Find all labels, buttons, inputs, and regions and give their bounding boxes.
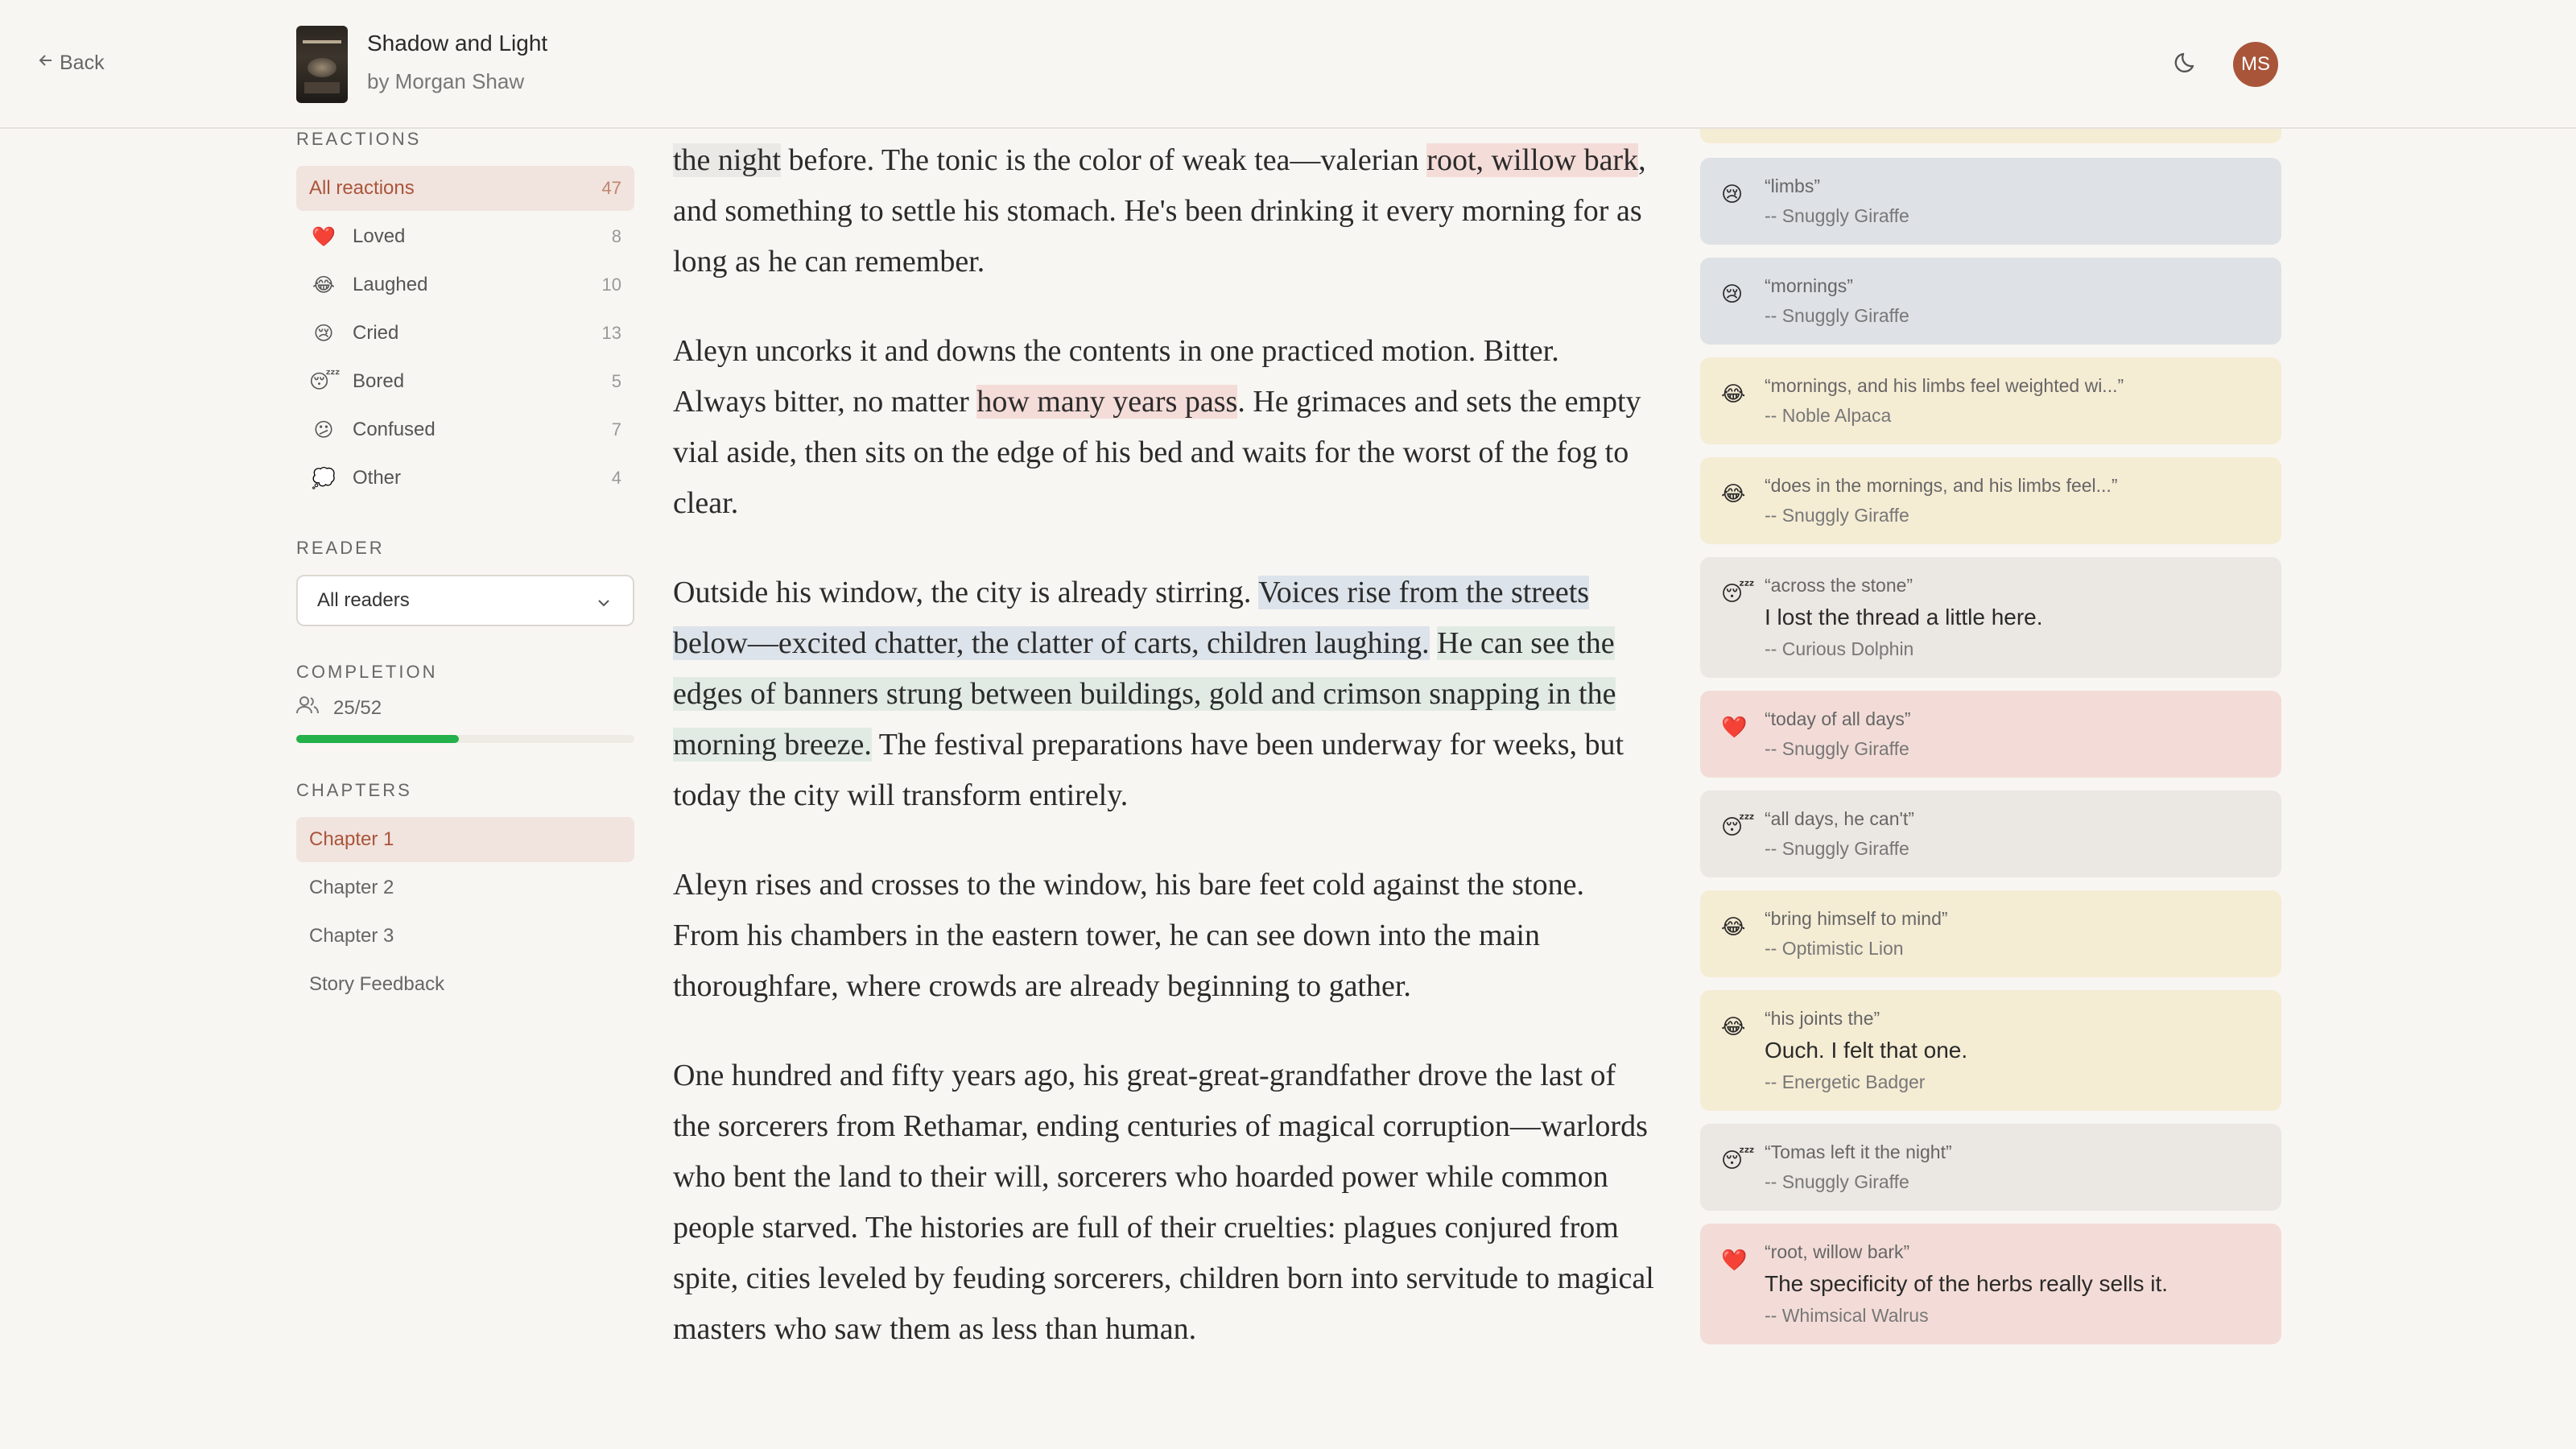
reaction-emoji-icon: 💭 (312, 467, 336, 489)
comment-author: -- Optimistic Lion (1765, 938, 1904, 959)
reaction-emoji-icon: 😕 (313, 419, 334, 441)
comment-note: The specificity of the herbs really sells it. (1765, 1271, 2169, 1296)
reaction-label: All reactions (309, 177, 415, 199)
comment-quote: “limbs” (1765, 175, 1820, 196)
chapter-item-chapter-1[interactable]: Chapter 1 (296, 817, 634, 862)
comment-quote: “root, willow bark” (1765, 1241, 1910, 1262)
paragraph (673, 326, 1655, 529)
moon-icon[interactable] (2172, 48, 2201, 77)
completion-progress-bar (296, 735, 634, 743)
comment-quote: “all days, he can't” (1765, 808, 1914, 829)
reaction-label: Bored (353, 370, 405, 392)
comment-author: -- Energetic Badger (1765, 1071, 1926, 1092)
paragraph (673, 135, 1655, 287)
comment-card[interactable] (1700, 357, 2281, 444)
completion-heading: COMPLETION (296, 662, 438, 682)
comment-author: -- Whimsical Walrus (1765, 1305, 1929, 1326)
reaction-count: 4 (611, 468, 621, 488)
highlighted-passage[interactable]: Voices rise from the streets below—excited chatter, the clatter of carts, children laughing. (673, 576, 1590, 660)
chapter-item-chapter-3[interactable]: Chapter 3 (309, 925, 394, 947)
text-segment: before. The tonic is the color of weak tea—valerian (781, 143, 1427, 177)
text-segment (1430, 626, 1438, 660)
reaction-count: 8 (611, 226, 621, 246)
completion-count: 25/52 (333, 696, 382, 719)
comment-card[interactable] (1700, 457, 2281, 544)
reaction-emoji-icon: ❤️ (312, 225, 336, 248)
reaction-comments-column (1700, 0, 2281, 1449)
reaction-count: 10 (601, 275, 621, 295)
completion-row (296, 696, 634, 720)
reaction-label: Confused (353, 419, 436, 440)
comment-quote: “bring himself to mind” (1765, 908, 1948, 929)
reaction-emoji-icon: 😂 (1721, 1014, 1746, 1038)
reaction-count: 7 (611, 419, 621, 440)
comment-card[interactable] (1700, 1224, 2281, 1344)
comment-card[interactable] (1700, 890, 2281, 977)
comment-quote: “mornings” (1765, 275, 1853, 296)
reaction-filter-bored[interactable] (296, 359, 634, 404)
avatar[interactable]: MS (2233, 42, 2278, 87)
reaction-emoji-icon: 😢 (313, 322, 334, 345)
reaction-label: Loved (353, 225, 406, 247)
comment-quote: “his joints the” (1765, 1008, 1880, 1029)
comment-author: -- Snuggly Giraffe (1765, 838, 1909, 859)
arrow-left-icon (37, 52, 55, 75)
comment-author: -- Snuggly Giraffe (1765, 505, 1909, 526)
comment-card[interactable] (1700, 258, 2281, 345)
reaction-emoji-icon: 😴 (1721, 815, 1755, 839)
comment-quote: “does in the mornings, and his limbs feel...” (1765, 475, 2118, 496)
text-segment: , and something to settle his stomach. He's been drinking it every morning for as long as he can remember. (673, 143, 1646, 279)
chapter-item-chapter-2[interactable]: Chapter 2 (309, 877, 394, 898)
chapter-item-story-feedback[interactable]: Story Feedback (309, 973, 445, 995)
text-segment: Aleyn uncorks it and downs the contents in one practiced motion. Bitter. Always bitter, no matter (673, 334, 1559, 419)
chapter-list (296, 817, 634, 1007)
reactions-heading: REACTIONS (296, 129, 422, 149)
comment-card[interactable] (1700, 1124, 2281, 1211)
paragraph (673, 568, 1655, 821)
highlighted-passage[interactable]: root, willow bark (1426, 143, 1639, 177)
chevron-down-icon (596, 594, 612, 617)
reader-select[interactable] (296, 575, 634, 626)
reaction-emoji-icon: 😂 (1721, 914, 1746, 939)
reaction-emoji-icon: 😴 (1721, 1148, 1755, 1172)
reaction-filter-other[interactable] (296, 456, 634, 501)
highlighted-passage[interactable]: the night (673, 143, 782, 177)
comment-card[interactable] (1700, 691, 2281, 778)
comment-author: -- Curious Dolphin (1765, 638, 1914, 659)
comment-card[interactable] (1700, 557, 2281, 678)
users-icon (296, 696, 319, 720)
reaction-emoji-icon: ❤️ (1721, 1248, 1748, 1272)
reaction-emoji-icon: 😂 (1721, 481, 1746, 506)
book-title: Shadow and Light (367, 31, 548, 56)
comment-author: -- Snuggly Giraffe (1765, 305, 1909, 326)
comment-quote: “today of all days” (1765, 708, 1911, 729)
chapter-text (673, 0, 1655, 1449)
text-segment: Aleyn rises and crosses to the window, his bare feet cold against the stone. From his chambers in the eastern tower, he can see down into the main thoroughfare, where crowds are already beginning to gather. (673, 868, 1584, 1003)
top-header (0, 0, 2576, 129)
comment-card[interactable] (1700, 791, 2281, 877)
reaction-emoji-icon: 😂 (312, 274, 336, 296)
reaction-filter-confused[interactable] (296, 407, 634, 452)
reaction-emoji-icon: ❤️ (1721, 715, 1748, 739)
comment-note: I lost the thread a little here. (1765, 605, 2043, 630)
paragraph (673, 1051, 1655, 1355)
completion-progress-fill (296, 735, 459, 743)
reaction-filter-laughed[interactable] (296, 262, 634, 308)
highlighted-passage[interactable]: He can see the edges of banners strung between buildings, gold and crimson snapping in the morning breeze. (673, 626, 1616, 762)
comment-note: Ouch. I felt that one. (1765, 1038, 1968, 1063)
reaction-label: Other (353, 467, 402, 489)
reaction-filter-loved[interactable] (296, 214, 634, 259)
comment-quote: “across the stone” (1765, 575, 1913, 596)
reaction-label: Cried (353, 322, 399, 344)
comment-author: -- Snuggly Giraffe (1765, 205, 1909, 226)
chapters-heading: CHAPTERS (296, 780, 412, 800)
text-segment: The festival preparations have been underway for weeks, but today the city will transform entirely. (673, 728, 1624, 812)
comment-card[interactable] (1700, 990, 2281, 1111)
reaction-count: 13 (601, 323, 621, 343)
reader-heading: READER (296, 538, 385, 558)
filter-sidebar (296, 129, 634, 1010)
comment-quote: “mornings, and his limbs feel weighted wi...” (1765, 375, 2124, 396)
book-author: by Morgan Shaw (367, 69, 525, 93)
comment-quote: “Tomas left it the night” (1765, 1141, 1952, 1162)
reaction-filter-all-reactions[interactable] (296, 166, 634, 211)
reaction-count: 47 (601, 178, 621, 198)
reaction-filter-list (296, 166, 634, 501)
highlighted-passage[interactable]: how many years pass (976, 385, 1238, 419)
reaction-count: 5 (611, 371, 621, 391)
reaction-label: Laughed (353, 274, 428, 295)
book-cover-image (296, 26, 348, 103)
text-segment: . He grimaces and sets the empty vial aside, then sits on the edge of his bed and waits for the worst of the fog to clear. (673, 385, 1641, 520)
text-segment: Outside his window, the city is already stirring. (673, 576, 1259, 609)
comment-author: -- Snuggly Giraffe (1765, 1171, 1909, 1192)
back-label: Back (60, 52, 105, 74)
reaction-emoji-icon: 😂 (1721, 382, 1746, 406)
back-button[interactable] (37, 52, 105, 75)
reaction-emoji-icon: 😴 (1721, 581, 1755, 605)
reaction-emoji-icon: 😢 (1721, 282, 1744, 306)
comment-card[interactable] (1700, 158, 2281, 245)
reader-select-value: All readers (317, 589, 410, 611)
reaction-emoji-icon: 😢 (1721, 182, 1744, 206)
comment-author: -- Noble Alpaca (1765, 405, 1892, 426)
comment-author: -- Snuggly Giraffe (1765, 738, 1909, 759)
paragraph (673, 860, 1655, 1012)
reaction-emoji-icon: 😴 (309, 370, 341, 393)
reaction-filter-cried[interactable] (296, 311, 634, 356)
text-segment: One hundred and fifty years ago, his great-great-grandfather drove the last of the sorcerers from Rethamar, ending centuries of magical corruption—warlords who bent the land to their will, sorcerers who hoarded power while common people starved. The histories are full of their cruelties: plagues conjured from spite, cities leveled by feuding sorcerers, children born into servitude to magical masters who saw them as less than human. (673, 1059, 1654, 1346)
